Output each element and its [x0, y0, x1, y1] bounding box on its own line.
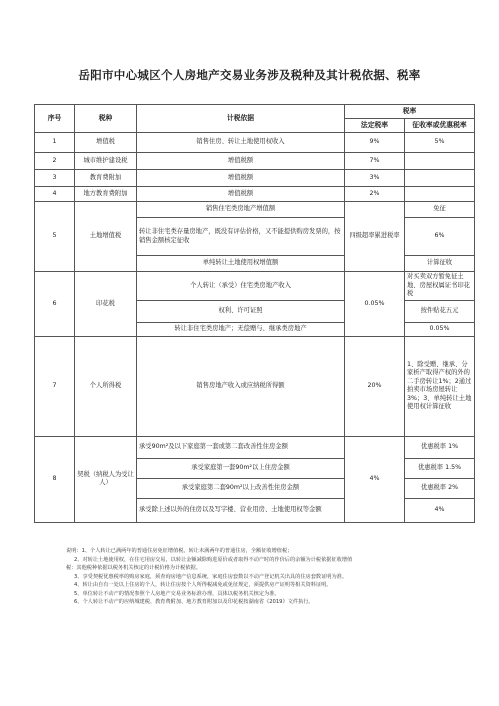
row-legal-rate: 0.05%	[345, 272, 405, 337]
row-basis: 承受家庭第二套90m²以上改善性住房金额	[137, 478, 345, 498]
row-tax: 印花税	[75, 272, 137, 337]
row-legal-rate: 7%	[345, 153, 405, 170]
row-tax: 地方教育费附加	[75, 187, 137, 202]
row-pref-rate: 6%	[405, 218, 475, 256]
note-line: 6、个人转让不动产的应纳城建税、教育费附加、地方教育附加以及印花税按湖南省《2019》文件执行。	[74, 599, 314, 606]
row-basis: 增值税额	[137, 153, 345, 170]
row-basis: 销售房地产收入或应纳税所得额	[137, 336, 345, 436]
header-rate: 税率	[345, 105, 475, 119]
row-basis: 增值税额	[137, 187, 345, 202]
row-pref-rate	[405, 153, 475, 170]
note-line: 5、单位转让不动产的情况参照个人房地产交易业务标准办理，具体以税务机关核定为准。	[74, 590, 280, 597]
table-row	[35, 436, 475, 458]
row-pref-rate: 优惠税率 1%	[405, 436, 475, 458]
row-legal-rate: 2%	[345, 187, 405, 202]
header-legal-rate: 法定税率	[345, 119, 405, 133]
row-pref-rate: 4%	[405, 498, 475, 522]
row-basis: 转让非住宅类存量房地产，既没有评估价格，又不能提供购房发票的，按销售金额核定征收	[137, 218, 345, 256]
row-legal-rate: 9%	[345, 133, 405, 153]
row-basis: 销售住房、转让土地使用权收入	[137, 133, 345, 153]
table-row	[35, 272, 475, 301]
row-pref-rate: 免征	[405, 202, 475, 218]
row-seq: 1	[35, 133, 75, 153]
table-row	[35, 187, 475, 202]
tax-table	[34, 104, 475, 523]
row-basis: 权利、许可证照	[137, 300, 345, 322]
note-line: 税：其他税种依据以税务机关核定的计税价格为计税依据。	[66, 565, 201, 572]
row-basis: 增值税额	[137, 170, 345, 187]
row-basis: 销售住宅类房地产增值额	[137, 202, 345, 218]
row-pref-rate: 按件贴花五元	[405, 300, 475, 322]
note-line: 说明：1、个人转让已满两年的普通住房免征增值税，转让未满两年的普通住房，全额征收增值税；	[66, 548, 293, 554]
table-row	[35, 133, 475, 153]
row-seq: 3	[35, 170, 75, 187]
row-basis: 承受家庭第一套90m²以上住房金额	[137, 458, 345, 478]
page-title: 岳阳市中心城区个人房地产交易业务涉及税种及其计税依据、税率	[78, 68, 421, 82]
notes	[66, 547, 466, 607]
row-pref-rate	[405, 187, 475, 202]
header-basis: 计税依据	[137, 105, 345, 133]
row-legal-rate: 四级超率累进税率	[345, 202, 405, 272]
row-pref-rate: 优惠税率 2%	[405, 478, 475, 498]
note-line: 4、转让由自有一处以上住房的个人，转让住房按个人所得税减免或免征规定，须提供房产证明等相关资料证明。	[74, 582, 332, 589]
row-pref-rate: 1、除受赠、继承、分家析产取得产权的外的二手房转让1%；2通过拍卖市场房屋转让3%；3、单纯转让土地使用权计算征收	[405, 336, 475, 436]
header-pref-rate: 征收率或优惠税率	[405, 119, 475, 133]
row-basis: 承受90m²及以下家庭第一套或第二套改善性住房金额	[137, 436, 345, 458]
table-row	[35, 202, 475, 218]
note-line: 3、享受契税优惠税率的购房家庭，须查询房地产信息系统，家庭住房套数以不动产登记机关出具的住房套数证明为准。	[74, 573, 348, 580]
row-pref-rate: 计算征收	[405, 256, 475, 272]
row-seq: 8	[35, 436, 75, 522]
row-pref-rate: 0.05%	[405, 322, 475, 336]
row-seq: 5	[35, 202, 75, 272]
row-tax: 增值税	[75, 133, 137, 153]
row-legal-rate: 20%	[345, 336, 405, 436]
row-pref-rate: 对买卖双方暂免征土地、房屋权属证书印花税	[405, 272, 475, 301]
row-basis: 个人转让（承受）住宅类房地产收入	[137, 272, 345, 301]
row-legal-rate: 3%	[345, 170, 405, 187]
row-basis: 单纯转让土地使用权增值额	[137, 256, 345, 272]
row-pref-rate	[405, 170, 475, 187]
header-tax: 税种	[75, 105, 137, 133]
row-legal-rate: 4%	[345, 436, 405, 522]
table-row	[35, 153, 475, 170]
table-row	[35, 336, 475, 436]
row-seq: 2	[35, 153, 75, 170]
note-line: 2、对转让土地使用权，在住宅用房交易，以转让金额减除购进原价或者取得不动产时的作价后的余额为计税依据征收增值	[74, 556, 353, 563]
row-tax: 个人所得税	[75, 336, 137, 436]
row-basis: 转让非住宅类房地产；无偿赠与、继承类房地产	[137, 322, 345, 336]
row-tax: 土地增值税	[75, 202, 137, 272]
table-row	[35, 170, 475, 187]
row-seq: 4	[35, 187, 75, 202]
row-tax: 契税（纳税人为受让人）	[75, 436, 137, 522]
row-tax: 城市维护建设税	[75, 153, 137, 170]
header-seq: 序号	[35, 105, 75, 133]
row-seq: 6	[35, 272, 75, 337]
row-seq: 7	[35, 336, 75, 436]
row-tax: 教育费附加	[75, 170, 137, 187]
row-pref-rate: 优惠税率 1.5%	[405, 458, 475, 478]
row-basis: 承受除上述以外的住房以及写字楼、营业用房、土地使用权等金额	[137, 498, 345, 522]
row-pref-rate: 5%	[405, 133, 475, 153]
